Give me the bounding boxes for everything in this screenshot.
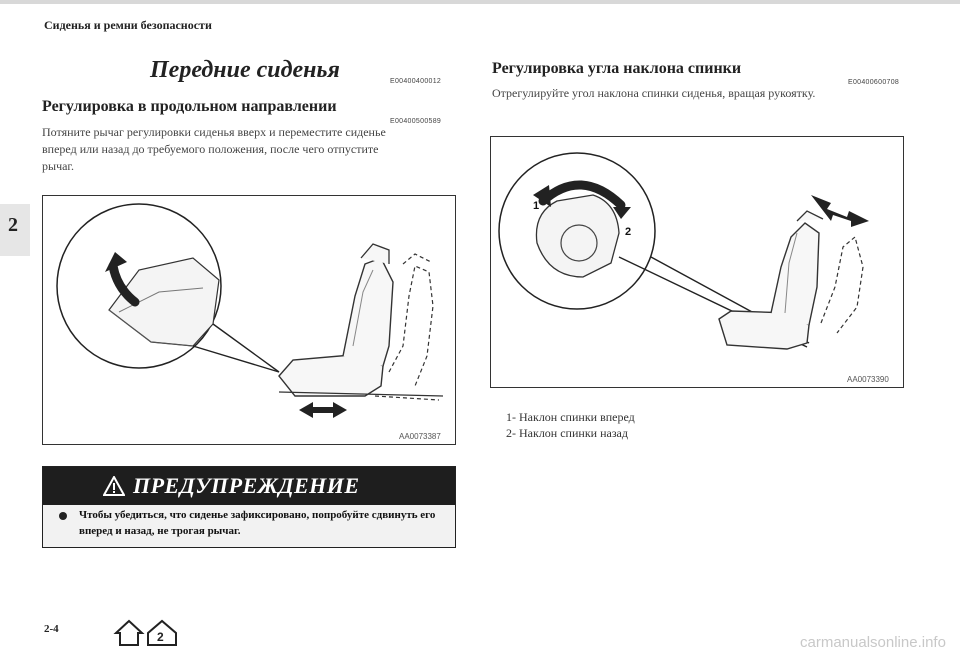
- figure-id-left: AA0073387: [399, 432, 441, 441]
- figure-seat-slide: [42, 195, 456, 445]
- top-rule: [0, 0, 960, 4]
- seat-recline-illustration: [491, 137, 902, 386]
- callout-1: 1: [533, 200, 540, 212]
- seat-back-dashed: [821, 237, 863, 333]
- running-title: Сиденья и ремни безопасности: [44, 18, 212, 32]
- nav-icons: [112, 617, 182, 652]
- legend-item-1: 1- Наклон спинки вперед: [506, 410, 635, 424]
- callout-2: 2: [625, 226, 632, 238]
- headrest: [797, 211, 823, 221]
- home-icon[interactable]: [116, 621, 142, 645]
- headrest: [361, 244, 389, 264]
- warning-header: [43, 467, 455, 505]
- subsection-code-fore-aft: E00400500589: [390, 118, 442, 125]
- watermark: carmanualsonline.info: [800, 634, 946, 651]
- recline-paragraph: Отрегулируйте угол наклона спинки сиденья, вращая рукоятку.: [492, 86, 816, 100]
- warning-box: [42, 466, 456, 548]
- fore-aft-arrow-icon: [299, 402, 347, 418]
- recline-knob: [536, 195, 619, 277]
- fore-aft-paragraph: [42, 124, 386, 175]
- subsection-title-recline: Регулировка угла наклона спинки: [492, 60, 742, 77]
- paragraph-line: вперед или назад до требуемого положения, после чего отпустите: [42, 142, 379, 156]
- subsection-code-recline: E00400600708: [848, 79, 900, 86]
- figure-id-right: AA0073390: [847, 375, 889, 384]
- page-number: 2-4: [44, 623, 59, 635]
- seat-back: [343, 258, 393, 366]
- seat-back-dashed: [389, 266, 433, 386]
- seat-slide-illustration: [43, 196, 454, 443]
- subsection-title-fore-aft: Регулировка в продольном направлении: [42, 98, 337, 115]
- paragraph-line: Потяните рычаг регулировки сиденья вверх и переместите сиденье: [42, 125, 386, 139]
- legend-item-2: 2- Наклон спинки назад: [506, 426, 628, 440]
- car-icon-label: 2: [157, 630, 164, 644]
- section-code: E00400400012: [390, 78, 442, 85]
- paragraph-line: рычаг.: [42, 159, 74, 173]
- warning-title: ПРЕДУПРЕЖДЕНИЕ: [133, 473, 360, 498]
- figure-seat-recline: [490, 136, 904, 388]
- warning-bullet: [59, 512, 67, 520]
- car-icon[interactable]: [148, 621, 176, 645]
- chapter-number: 2: [8, 214, 18, 236]
- recline-arrow-icon: [811, 195, 869, 227]
- section-title: Передние сиденья: [150, 57, 340, 83]
- warning-triangle-icon: [103, 476, 125, 496]
- warning-text: Чтобы убедиться, что сиденье зафиксировано, попробуйте сдвинуть его вперед и назад, не трогая рычаг.: [79, 509, 436, 537]
- seat-back: [771, 223, 819, 325]
